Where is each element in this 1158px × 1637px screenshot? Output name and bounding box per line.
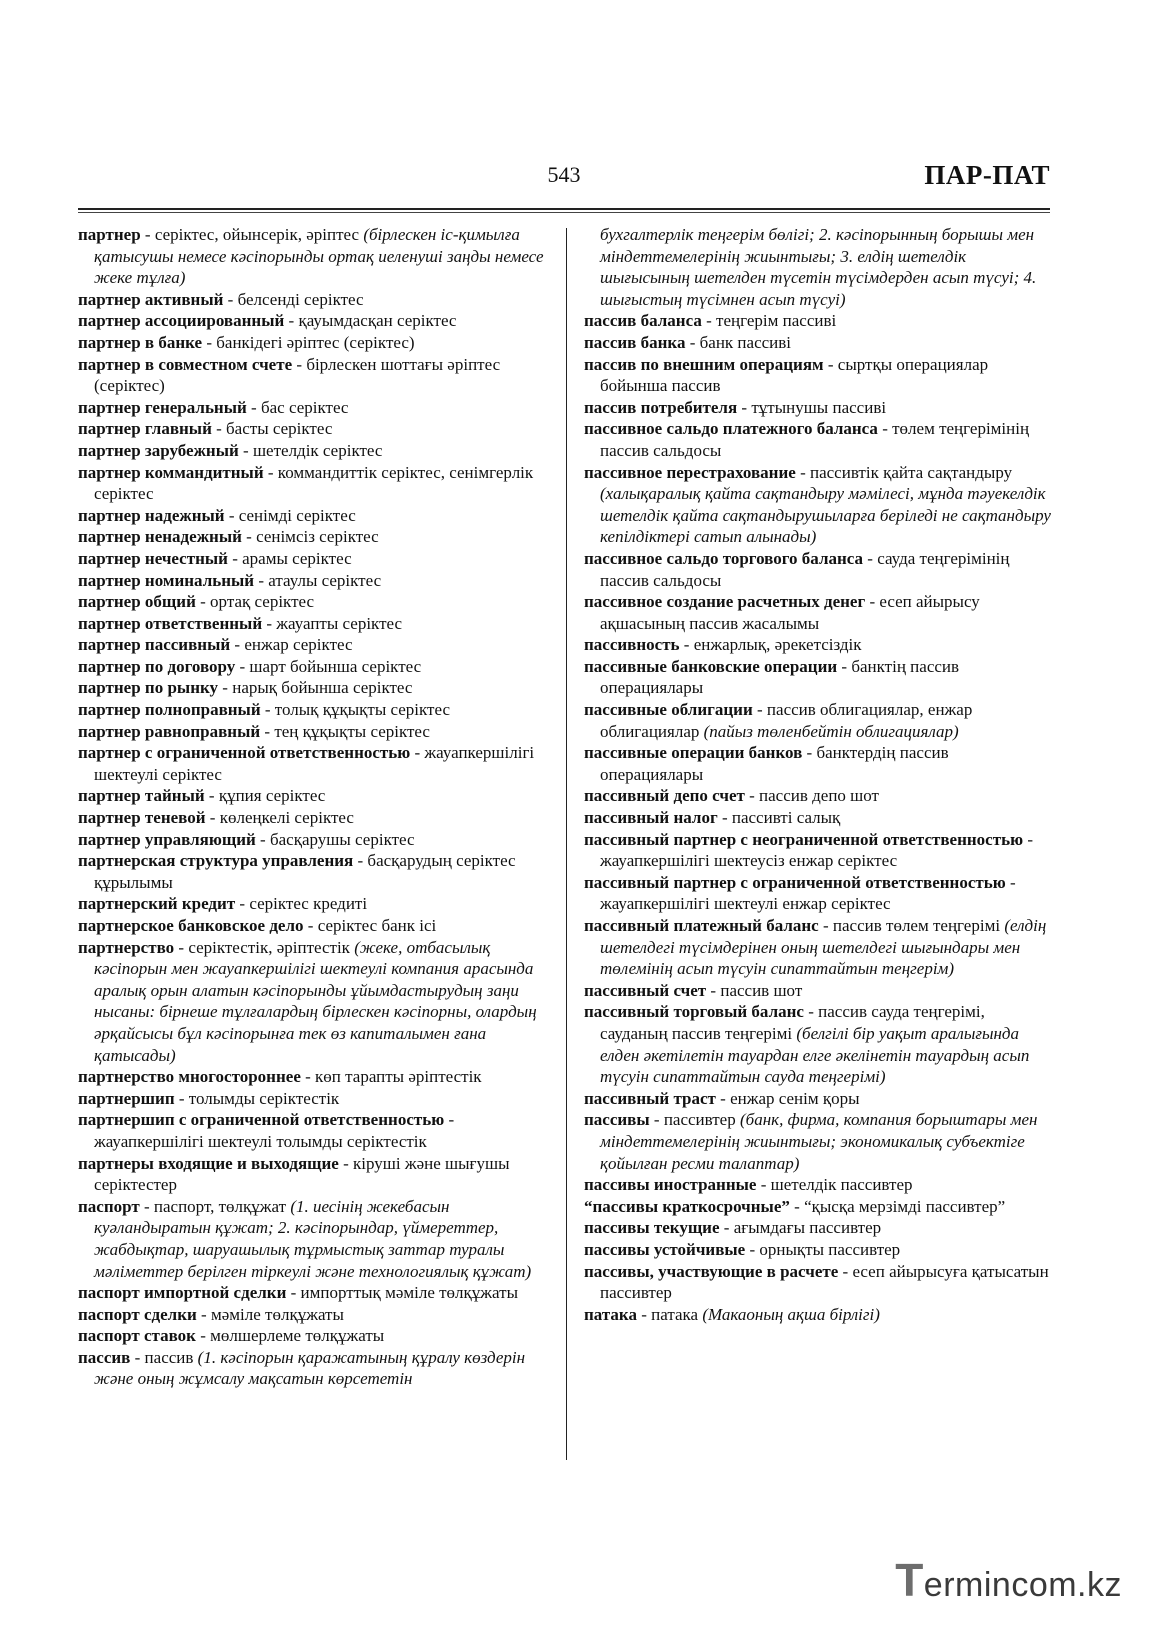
dictionary-entry: [584, 807, 1054, 829]
entry-separator: -: [717, 808, 732, 828]
entry-definition: сенімді серіктес: [238, 505, 356, 525]
entry-separator: -: [263, 462, 278, 482]
dictionary-entry: [584, 742, 1054, 785]
entry-term: партнер генеральный: [78, 397, 247, 417]
entry-separator: -: [1005, 872, 1016, 892]
entry-separator: -: [211, 419, 227, 439]
entry-definition: басты серіктес: [226, 419, 333, 439]
dictionary-entry: [78, 1109, 548, 1152]
header-rule: [78, 208, 1050, 210]
dictionary-entry: [584, 980, 1054, 1002]
entry-separator: -: [223, 289, 238, 309]
dictionary-entry: [584, 354, 1054, 397]
entry-term: партнер пассивный: [78, 635, 231, 655]
entry-term: пассив по внешним операциям: [584, 354, 824, 374]
entry-separator: -: [789, 1196, 805, 1216]
dictionary-entry: [584, 1174, 1054, 1196]
entry-term: пассивные облигации: [584, 700, 753, 720]
entry-definition: банкідегі әріптес (серіктес): [216, 332, 415, 352]
entry-separator: -: [719, 1218, 734, 1238]
column-divider: [566, 228, 567, 1460]
entry-definition: бірлескен шоттағы әріптес (серіктес): [94, 354, 501, 396]
entry-separator: -: [715, 1088, 731, 1108]
entry-definition: банктердің пассив операциялары: [600, 743, 949, 784]
entry-definition: сыртқы операциялар бойынша пассив: [600, 354, 989, 396]
entry-separator: -: [262, 613, 277, 633]
entry-term: пассивное создание расчетных денег: [584, 592, 866, 612]
entry-separator: -: [649, 1110, 664, 1130]
entry-separator: -: [1023, 829, 1033, 849]
entry-note: бухгалтерлік теңгерім бөлігі; 2. кәсіпорынның борышы мен міндеттемелерінің жиынтығы; 3. елдің шетелдік шығысының шетелден түсетін түсімдерден асып түсуі; 4. шығыстың түсімнен асып түсуі): [600, 225, 1037, 309]
entry-definition: мөлшерлеме төлқұжаты: [210, 1326, 385, 1346]
entry-separator: -: [196, 1304, 211, 1324]
entry-definition: пассив: [144, 1347, 194, 1367]
entry-note: (1. иесінің жекебасын куәландыратын құжат; 2. кәсіпорындар, үймереттер, жабдықтар, шаруашылық тұрмыстық заттар туралы мәліметтер берілген тіркеулі және технологиялық құжат): [94, 1196, 532, 1281]
entry-separator: -: [286, 1283, 301, 1303]
entry-separator: -: [140, 225, 155, 244]
dictionary-entry: [584, 915, 1054, 980]
entry-definition: патака: [651, 1304, 699, 1324]
entry-separator: -: [204, 786, 219, 806]
entry-note: (1. кәсіпорын қаражатының құралу көздерін және оның жұмсалу мақсатын көрсететін: [94, 1347, 526, 1389]
entry-note: (пайыз төленбейтін облигациялар): [703, 721, 959, 741]
entry-definition: тұтынушы пассиві: [751, 397, 887, 417]
dictionary-entry: [584, 1217, 1054, 1239]
dictionary-entry: [584, 224, 1054, 310]
entry-definition: атаулы серіктес: [268, 570, 382, 590]
entry-separator: -: [238, 440, 253, 460]
entry-term: партнерское банковское дело: [78, 916, 304, 935]
entry-definition: белсенді серіктес: [237, 289, 364, 309]
entry-note: (Макаоның ақша бірлігі): [702, 1304, 880, 1324]
entry-term: партнер управляющий: [78, 829, 256, 849]
entry-term: партнер ответственный: [78, 613, 263, 633]
entry-definition: пассив шот: [720, 980, 803, 1000]
dictionary-entry: [78, 656, 548, 678]
entry-definition: тең құқықты серіктес: [274, 721, 430, 741]
entry-definition: серіктес, ойынсерік, әріптес: [154, 225, 360, 244]
entry-separator: -: [300, 1067, 316, 1087]
entry-definition: нарық бойынша серіктес: [232, 678, 413, 698]
entry-definition: жауапты серіктес: [276, 613, 403, 633]
dictionary-entry: [78, 570, 548, 592]
entry-definition: сауда теңгерімінің пассив сальдосы: [600, 548, 1010, 590]
entry-definition: пассивті салық: [731, 808, 841, 828]
dictionary-entry: [78, 829, 548, 851]
dictionary-entry: [78, 397, 548, 419]
dictionary-entry: [78, 354, 548, 397]
left-column: [78, 224, 548, 1390]
entry-separator: -: [205, 808, 220, 828]
dictionary-entry: [78, 807, 548, 829]
dictionary-entry: [78, 1066, 548, 1088]
entry-term: партнерский кредит: [78, 894, 236, 914]
entry-term: паспорт: [78, 1196, 140, 1216]
entry-separator: -: [679, 635, 694, 655]
entry-term: партнер активный: [78, 289, 224, 309]
dictionary-entry: [584, 1109, 1054, 1174]
entry-separator: -: [338, 1153, 353, 1173]
entry-separator: -: [706, 980, 721, 1000]
entry-term: паспорт импортной сделки: [78, 1283, 287, 1303]
entry-separator: -: [636, 1304, 652, 1324]
dictionary-entry: [584, 656, 1054, 699]
entry-definition: басқарудың серіктес құрылымы: [94, 851, 516, 892]
entry-definition: жауапкершілігі шектеусіз енжар серіктес: [600, 851, 898, 871]
entry-definition: кіруші және шығушы серіктестер: [94, 1153, 510, 1195]
page-number: 543: [547, 162, 581, 187]
dictionary-entry: [78, 785, 548, 807]
entry-term: партнер по рынку: [78, 678, 219, 698]
entry-term: пассивный торговый баланс: [584, 1002, 804, 1022]
entry-separator: -: [235, 894, 250, 914]
dictionary-entry: [584, 310, 1054, 332]
entry-separator: -: [230, 635, 245, 655]
section-title: ПАР-ПАТ: [924, 160, 1050, 190]
entry-separator: -: [195, 592, 211, 612]
entry-term: пассивное сальдо платежного баланса: [584, 419, 878, 439]
entry-term: пассивы: [584, 1110, 650, 1130]
entry-separator: -: [353, 851, 368, 871]
entry-separator: -: [303, 916, 318, 935]
entry-definition: банктің пассив операциялары: [600, 656, 960, 698]
dictionary-entry: [78, 1196, 548, 1282]
entry-term: партнер нечестный: [78, 548, 228, 568]
dictionary-entry: [78, 462, 548, 505]
entry-term: партнер: [78, 225, 141, 244]
entry-definition: толымды серіктестік: [188, 1088, 340, 1108]
entry-term: партнер с ограниченной ответственностью: [78, 743, 411, 763]
entry-separator: -: [260, 700, 275, 720]
entry-definition: енжар серіктес: [244, 635, 353, 655]
entry-term: пассив потребителя: [584, 397, 738, 417]
entry-separator: -: [224, 505, 239, 525]
entry-definition: көп тарапты әріптестік: [315, 1067, 482, 1087]
entry-term: пассивный счет: [584, 980, 707, 1000]
entry-term: пассивные операции банков: [584, 743, 803, 763]
dictionary-entry: [78, 1282, 548, 1304]
dictionary-entry: [584, 1196, 1054, 1218]
right-column: [584, 224, 1054, 1325]
entry-definition: басқарушы серіктес: [269, 829, 415, 849]
entry-separator: -: [701, 311, 717, 331]
entry-separator: -: [260, 721, 275, 741]
entry-term: пассив баланса: [584, 311, 702, 331]
entry-term: партнерство многостороннее: [78, 1067, 301, 1087]
entry-definition: жауапкершілігі шектеулі серіктес: [94, 743, 535, 784]
entry-separator: -: [877, 419, 893, 439]
entry-note: (жеке, отбасылық кәсіпорын мен жауапкершілігі шектеулі компания арасында аралық орын алатын кәсіпорынды ұйымдастырудың заңи нысаны: бірнеше тұлғалардың бірлескен кәсіпорны, олардың әрқайсысы бұл кәсіпорынға тек өз капиталымен ғана қатысады): [94, 937, 537, 1065]
entry-separator: -: [227, 548, 243, 568]
entry-definition: пассивтер: [663, 1110, 736, 1130]
dictionary-entry: [584, 1261, 1054, 1304]
entry-definition: шетелдік пассивтер: [770, 1175, 913, 1195]
entry-definition: шарт бойынша серіктес: [249, 656, 422, 676]
dictionary-entry: [78, 1304, 548, 1326]
entry-term: партнер полноправный: [78, 700, 261, 720]
entry-separator: -: [823, 354, 838, 374]
dictionary-entry: [78, 332, 548, 354]
entry-term: партнершип с ограниченной ответственностью: [78, 1110, 445, 1130]
entry-separator: -: [284, 311, 299, 331]
entry-term: партнер коммандитный: [78, 462, 264, 482]
entry-separator: -: [410, 743, 425, 763]
dictionary-entry: [584, 591, 1054, 634]
entry-term: партнеры входящие и выходящие: [78, 1153, 339, 1173]
entry-definition: “қысқа мерзімді пассивтер”: [804, 1196, 1006, 1216]
entry-term: паспорт сделки: [78, 1304, 197, 1324]
dictionary-entry: [78, 440, 548, 462]
entry-definition: серіктестік, әріптестік: [188, 937, 350, 957]
entry-definition: мәміле төлқұжаты: [210, 1304, 344, 1324]
entry-separator: -: [756, 1175, 771, 1195]
entry-term: пассивный траст: [584, 1088, 716, 1108]
entry-definition: қауымдасқан серіктес: [298, 311, 457, 331]
dictionary-entry: [78, 1088, 548, 1110]
entry-term: пассивный партнер с неограниченной ответственностью: [584, 829, 1024, 849]
entry-term: партнер в банке: [78, 332, 203, 352]
dictionary-entry: [584, 397, 1054, 419]
dictionary-entry: [584, 418, 1054, 461]
dictionary-entry: [78, 1347, 548, 1390]
entry-term: пассив: [78, 1347, 131, 1367]
entry-term: пассивы устойчивые: [584, 1239, 746, 1259]
entry-separator: -: [737, 397, 752, 417]
entry-separator: -: [195, 1326, 211, 1346]
entry-term: пассивное сальдо торгового баланса: [584, 548, 864, 568]
entry-term: партнер равноправный: [78, 721, 261, 741]
entry-term: пассивный партнер с ограниченной ответственностью: [584, 872, 1006, 892]
dictionary-entry: [78, 591, 548, 613]
entry-definition: ағымдағы пассивтер: [733, 1218, 882, 1238]
entry-definition: шетелдік серіктес: [252, 440, 383, 460]
dictionary-entry: [78, 634, 548, 656]
entry-term: партнер общий: [78, 592, 196, 612]
entry-separator: -: [863, 548, 878, 568]
dictionary-entry: [78, 310, 548, 332]
entry-term: партнер главный: [78, 419, 212, 439]
entry-term: партнерство: [78, 937, 175, 957]
entry-separator: -: [685, 332, 700, 352]
dictionary-entry: [78, 742, 548, 785]
entry-separator: -: [218, 678, 233, 698]
dictionary-entry: [78, 505, 548, 527]
entry-term: пассивные банковские операции: [584, 656, 838, 676]
entry-term: пассивы текущие: [584, 1218, 720, 1238]
dictionary-entry: [584, 785, 1054, 807]
entry-definition: паспорт, төлқұжат: [153, 1196, 287, 1216]
entry-separator: -: [241, 527, 257, 547]
dictionary-entry: [78, 699, 548, 721]
entry-separator: -: [744, 786, 760, 806]
entry-term: пассивный налог: [584, 808, 718, 828]
dictionary-entry: [78, 893, 548, 915]
entry-definition: пассивтік қайта сақтандыру: [809, 462, 1013, 482]
entry-definition: есеп айырысу ақшасының пассив жасалымы: [600, 592, 980, 633]
entry-definition: пассив сауда теңгерімі, сауданың пассив теңгерімі: [600, 1002, 985, 1043]
entry-definition: арамы серіктес: [242, 548, 352, 568]
entry-definition: жауапкершілігі шектеулі толымды серіктестік: [94, 1131, 427, 1151]
entry-definition: теңгерім пассиві: [716, 311, 837, 331]
dictionary-entry: [584, 1304, 1054, 1326]
entry-definition: серіктес кредиті: [249, 894, 368, 914]
dictionary-entry: [78, 613, 548, 635]
entry-separator: -: [795, 462, 810, 482]
entry-term: партнер ассоциированный: [78, 311, 285, 331]
dictionary-entry: [584, 634, 1054, 656]
entry-term: пассивы иностранные: [584, 1175, 757, 1195]
entry-definition: толық құқықты серіктес: [274, 700, 450, 720]
entry-separator: -: [837, 656, 852, 676]
entry-separator: -: [745, 1239, 760, 1259]
entry-definition: банк пассиві: [699, 332, 792, 352]
dictionary-entry: [78, 937, 548, 1067]
entry-note: (белгілі бір уақыт аралығында елден әкетілетін тауардан елге әкелінетін тауардың асып түсуін сипаттайтын сауда теңгерімі): [600, 1023, 1030, 1087]
entry-term: пассивный депо счет: [584, 786, 745, 806]
entry-note: (бірлескен іс-қимылға қатысушы немесе кәсіпорынды ортақ иеленуші заңды немесе жеке тұлға): [94, 225, 544, 288]
entry-definition: серіктес банк ісі: [317, 916, 437, 935]
entry-term: партнер зарубежный: [78, 440, 239, 460]
dictionary-entry: [78, 721, 548, 743]
entry-term: пассивное перестрахование: [584, 462, 796, 482]
dictionary-entry: [584, 462, 1054, 548]
header-rule-thin: [78, 212, 1050, 213]
dictionary-entry: [584, 1088, 1054, 1110]
dictionary-entry: [78, 289, 548, 311]
entry-definition: енжар сенім қоры: [730, 1088, 860, 1108]
dictionary-entry: [78, 418, 548, 440]
entry-separator: -: [139, 1196, 154, 1216]
entry-definition: импорттық мәміле төлқұжаты: [300, 1283, 519, 1303]
entry-separator: -: [174, 937, 189, 957]
entry-definition: төлем теңгерімінің пассив сальдосы: [600, 419, 1030, 460]
entry-note: (банк, фирма, компания борыштары мен міндеттемелерінің жиынтығы; экономикалық субъектіге қойылған ресми талаптар): [600, 1110, 1038, 1173]
page-header: [78, 158, 1050, 210]
entry-term: пассивность: [584, 635, 680, 655]
entry-separator: -: [838, 1261, 853, 1281]
entry-definition: пассив депо шот: [759, 786, 879, 806]
dictionary-entry: [584, 1239, 1054, 1261]
entry-definition: ортақ серіктес: [210, 592, 315, 612]
entry-term: партнер номинальный: [78, 570, 255, 590]
entry-definition: енжарлық, әрекетсіздік: [693, 635, 862, 655]
entry-term: партнер в совместном счете: [78, 354, 293, 374]
entry-term: партнер ненадежный: [78, 527, 242, 547]
entry-separator: -: [130, 1347, 145, 1367]
entry-term: партнер надежный: [78, 505, 225, 525]
entry-term: партнер теневой: [78, 808, 206, 828]
dictionary-entry: [584, 548, 1054, 591]
entry-definition: орнықты пассивтер: [759, 1239, 901, 1259]
entry-separator: -: [865, 592, 880, 612]
dictionary-entry: [78, 850, 548, 893]
entry-separator: -: [246, 397, 261, 417]
dictionary-entry: [584, 829, 1054, 872]
entry-separator: -: [254, 570, 269, 590]
dictionary-entry: [78, 1153, 548, 1196]
entry-definition: сенімсіз серіктес: [256, 527, 379, 547]
entry-term: партнер тайный: [78, 786, 205, 806]
entry-term: пассивы, участвующие в расчете: [584, 1261, 839, 1281]
dictionary-entry: [78, 526, 548, 548]
entry-definition: пассив облигациялар, енжар облигациялар: [600, 700, 973, 741]
entry-term: “пассивы краткосрочные”: [584, 1196, 790, 1216]
entry-separator: -: [292, 354, 307, 374]
dictionary-entry: [584, 1001, 1054, 1087]
entry-note: (халықаралық қайта сақтандыру мәмілесі, мұнда тәуекелдік шетелдік қайта сақтандырушыларға беріледі не сақтандыру кепілдіктері сатып алынады): [600, 484, 1051, 547]
entry-term: пассивный платежный баланс: [584, 916, 819, 935]
entry-definition: пассив төлем теңгерімі: [832, 916, 1001, 935]
entry-definition: бас серіктес: [260, 397, 349, 417]
dictionary-entry: [78, 224, 548, 289]
entry-definition: құпия серіктес: [218, 786, 326, 806]
entry-term: партнерская структура управления: [78, 851, 354, 871]
entry-term: паспорт ставок: [78, 1326, 196, 1346]
dictionary-entry: [584, 872, 1054, 915]
entry-definition: көлеңкелі серіктес: [219, 808, 354, 828]
dictionary-entry: [584, 699, 1054, 742]
dictionary-entry: [78, 548, 548, 570]
entry-definition: жауапкершілігі шектеулі енжар серіктес: [600, 894, 891, 914]
entry-definition: коммандиттік серіктес, сенімгерлік серіктес: [94, 462, 534, 504]
entry-separator: -: [444, 1110, 455, 1130]
dictionary-entry: [584, 332, 1054, 354]
entry-separator: -: [818, 916, 833, 935]
watermark-logo: Termincom.kz: [895, 1554, 1122, 1606]
entry-separator: -: [802, 743, 817, 763]
dictionary-entry: [78, 1325, 548, 1347]
entry-separator: -: [235, 656, 250, 676]
entry-separator: -: [803, 1002, 819, 1022]
entry-definition: есеп айырысуға қатысатын пассивтер: [600, 1261, 1049, 1303]
entry-term: пассив банка: [584, 332, 686, 352]
dictionary-entry: [78, 915, 548, 937]
dictionary-entry: [78, 677, 548, 699]
entry-note: (елдің шетелдегі түсімдерінен оның шетелдегі шығындары мен төлемінің асып түсуін сипаттайтын теңгерім): [600, 916, 1047, 979]
entry-separator: -: [174, 1088, 189, 1108]
entry-separator: -: [752, 700, 767, 720]
entry-term: партнер по договору: [78, 656, 236, 676]
entry-term: партнершип: [78, 1088, 175, 1108]
entry-separator: -: [255, 829, 270, 849]
entry-separator: -: [202, 332, 217, 352]
entry-term: патака: [584, 1304, 637, 1324]
